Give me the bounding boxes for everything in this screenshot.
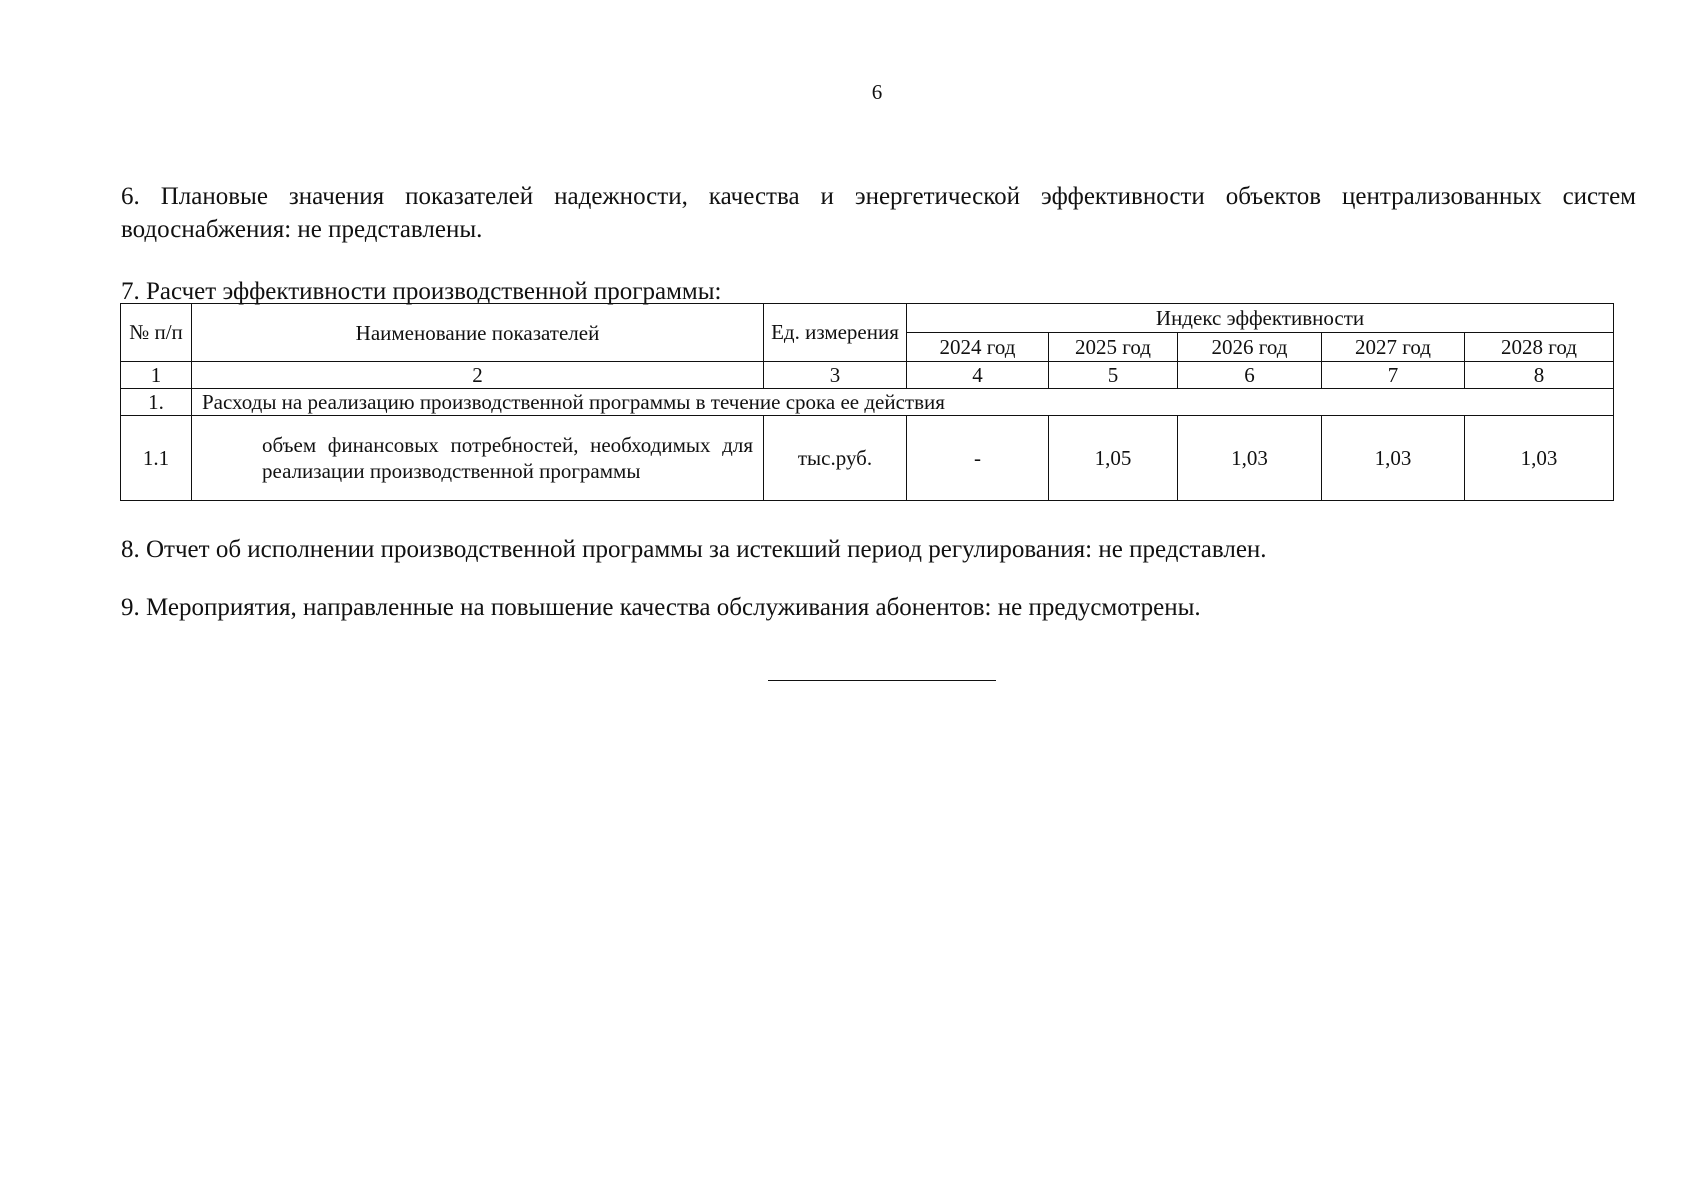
efficiency-table (120, 303, 1614, 501)
row-value: 1,03 (1178, 416, 1322, 501)
column-number: 3 (764, 362, 907, 389)
table-header-row (121, 304, 1614, 333)
end-divider (768, 680, 996, 681)
column-number: 7 (1322, 362, 1465, 389)
row-num: 1.1 (121, 416, 192, 501)
header-name: Наименование показателей (192, 304, 764, 362)
header-year: 2028 год (1465, 333, 1614, 362)
header-year: 2026 год (1178, 333, 1322, 362)
section-row-label: Расходы на реализацию производственной программы в течение срока ее действия (192, 389, 1614, 416)
column-number: 8 (1465, 362, 1614, 389)
row-name: объем финансовых потребностей, необходимых для реализации производственной программы (192, 416, 764, 501)
section-row-num: 1. (121, 389, 192, 416)
column-number: 1 (121, 362, 192, 389)
row-value: 1,03 (1322, 416, 1465, 501)
table-row (121, 416, 1614, 501)
row-value: - (907, 416, 1049, 501)
header-year: 2024 год (907, 333, 1049, 362)
row-value: 1,05 (1049, 416, 1178, 501)
section-6-paragraph: 6. Плановые значения показателей надежности, качества и энергетической эффективности объектов централизованных систем водоснабжения: не представлены. (121, 183, 1636, 243)
header-index-group: Индекс эффективности (907, 304, 1614, 333)
header-unit: Ед. измерения (764, 304, 907, 362)
column-number: 6 (1178, 362, 1322, 389)
page-number: 6 (871, 80, 883, 104)
column-numbers-row (121, 362, 1614, 389)
header-year: 2025 год (1049, 333, 1178, 362)
column-number: 5 (1049, 362, 1178, 389)
section-9-paragraph: 9. Мероприятия, направленные на повышение качества обслуживания абонентов: не предусмотрены. (121, 594, 1201, 621)
header-year: 2027 год (1322, 333, 1465, 362)
header-num: № п/п (121, 304, 192, 362)
row-unit: тыс.руб. (764, 416, 907, 501)
section-8-paragraph: 8. Отчет об исполнении производственной программы за истекший период регулирования: не представлен. (121, 536, 1267, 563)
column-number: 2 (192, 362, 764, 389)
table-section-row (121, 389, 1614, 416)
column-number: 4 (907, 362, 1049, 389)
row-value: 1,03 (1465, 416, 1614, 501)
section-7-title: 7. Расчет эффективности производственной программы: (121, 278, 722, 305)
